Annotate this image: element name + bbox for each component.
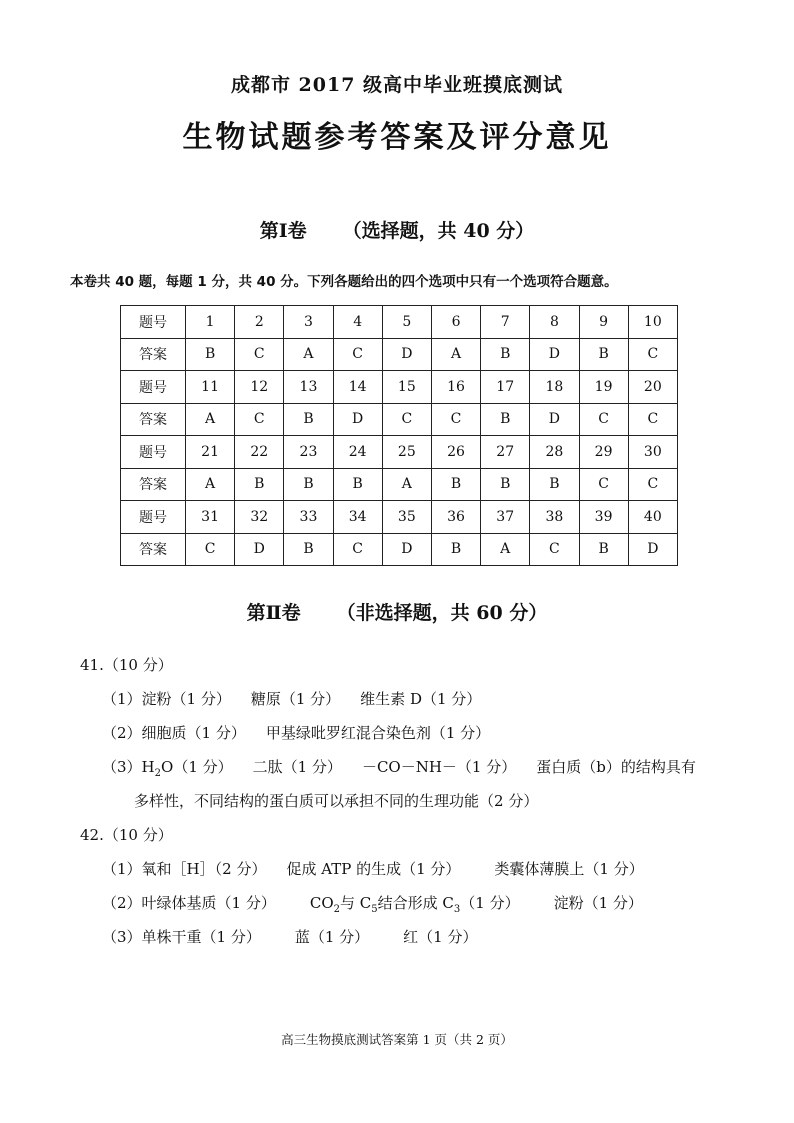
answer-cell: B xyxy=(186,338,235,371)
question-number-cell: 10 xyxy=(628,306,677,339)
answer-cell: C xyxy=(628,468,677,501)
answer-cell: B xyxy=(235,468,284,501)
q42-p3-a: 单株干重（1 分） xyxy=(141,928,261,946)
q42-p2-num: （2） xyxy=(102,894,142,912)
q41-p3-d: 蛋白质（b）的结构具有 xyxy=(536,758,696,776)
answer-cell: B xyxy=(579,533,628,566)
question-label-cell: 题号 xyxy=(121,306,186,339)
q41-p2-num: （2） xyxy=(102,724,142,742)
question-number-cell: 27 xyxy=(481,436,530,469)
question-number-cell: 35 xyxy=(382,501,431,534)
q42-p2-b4: （1 分） xyxy=(460,894,520,912)
answer-cell: C xyxy=(186,533,235,566)
answer-row xyxy=(121,468,678,501)
page-footer: 高三生物摸底测试答案第 1 页（共 2 页） xyxy=(281,1032,513,1047)
q42-p2-b3-sub: 3 xyxy=(453,904,461,915)
answer-cell: A xyxy=(431,338,480,371)
q42-part3 xyxy=(102,926,477,947)
answer-cell: C xyxy=(579,468,628,501)
q41-part3-continued: 多样性，不同结构的蛋白质可以承担不同的生理功能（2 分） xyxy=(134,792,539,810)
question-number-cell: 7 xyxy=(481,306,530,339)
answer-cell: D xyxy=(235,533,284,566)
q41-part3 xyxy=(102,756,696,779)
q42-p1-a: 氧和［H］（2 分） xyxy=(141,860,267,878)
answer-row xyxy=(121,338,678,371)
answer-cell: C xyxy=(333,338,382,371)
answer-cell: B xyxy=(431,468,480,501)
answer-row xyxy=(121,403,678,436)
q41-part1 xyxy=(102,688,481,709)
question-number-cell: 23 xyxy=(284,436,333,469)
answer-table xyxy=(120,305,678,566)
section1-heading xyxy=(0,216,794,243)
answer-cell: C xyxy=(235,403,284,436)
question-number-row xyxy=(121,436,678,469)
answer-key-title: 生物试题参考答案及评分意见 xyxy=(182,120,612,155)
question-number-cell: 6 xyxy=(431,306,480,339)
q42-p1-c: 类囊体薄膜上（1 分） xyxy=(494,860,644,878)
answer-cell: A xyxy=(382,468,431,501)
question-number-cell: 24 xyxy=(333,436,382,469)
answer-cell: A xyxy=(284,338,333,371)
q42-p3-num: （3） xyxy=(102,928,142,946)
answer-cell: D xyxy=(382,338,431,371)
answer-cell: C xyxy=(579,403,628,436)
question-number-cell: 9 xyxy=(579,306,628,339)
answer-cell: A xyxy=(186,403,235,436)
section1-desc: （选择题，共 40 分） xyxy=(342,220,535,242)
q42-part2 xyxy=(102,892,643,915)
answer-label-cell: 答案 xyxy=(121,468,186,501)
q42-p3-c: 红（1 分） xyxy=(403,928,478,946)
answer-cell: C xyxy=(628,338,677,371)
section2-name: 第Ⅱ卷 xyxy=(246,602,301,624)
answer-cell: C xyxy=(382,403,431,436)
q41-p3-a-sub: 2 xyxy=(154,768,162,779)
q41-p3-a-post: O（1 分） xyxy=(161,758,233,776)
q41-p1-c: 维生素 D（1 分） xyxy=(360,690,482,708)
answer-cell: A xyxy=(481,533,530,566)
question-number-cell: 38 xyxy=(530,501,579,534)
question-number-cell: 17 xyxy=(481,371,530,404)
question-number-cell: 22 xyxy=(235,436,284,469)
q42-p3-b: 蓝（1 分） xyxy=(294,928,370,946)
question-number-cell: 33 xyxy=(284,501,333,534)
question-number-cell: 15 xyxy=(382,371,431,404)
question-label-cell: 题号 xyxy=(121,371,186,404)
q41-p1-num: （1） xyxy=(102,690,142,708)
question-label-cell: 题号 xyxy=(121,501,186,534)
question-number-cell: 11 xyxy=(186,371,235,404)
q42-p2-b1: CO xyxy=(309,894,334,912)
q41-p3-num: （3） xyxy=(102,758,142,776)
answer-cell: A xyxy=(186,468,235,501)
question-number-cell: 18 xyxy=(530,371,579,404)
question-number-cell: 37 xyxy=(481,501,530,534)
q42-p2-c: 淀粉（1 分） xyxy=(553,894,643,912)
question-number-cell: 1 xyxy=(186,306,235,339)
question-number-cell: 26 xyxy=(431,436,480,469)
question-number-cell: 20 xyxy=(628,371,677,404)
answer-cell: B xyxy=(284,468,333,501)
answer-cell: D xyxy=(530,403,579,436)
answer-cell: B xyxy=(481,338,530,371)
q41-part2 xyxy=(102,722,490,743)
question-number-cell: 2 xyxy=(235,306,284,339)
question-number-cell: 28 xyxy=(530,436,579,469)
question-number-cell: 39 xyxy=(579,501,628,534)
question-number-cell: 5 xyxy=(382,306,431,339)
answer-cell: C xyxy=(530,533,579,566)
answer-cell: B xyxy=(284,403,333,436)
answer-cell: C xyxy=(431,403,480,436)
question-number-cell: 36 xyxy=(431,501,480,534)
question-number-cell: 4 xyxy=(333,306,382,339)
answer-cell: B xyxy=(481,468,530,501)
question-number-cell: 3 xyxy=(284,306,333,339)
answer-cell: C xyxy=(235,338,284,371)
question-number-cell: 40 xyxy=(628,501,677,534)
answer-row xyxy=(121,533,678,566)
q42-p1-b: 促成 ATP 的生成（1 分） xyxy=(286,860,461,878)
q42-heading: 42.（10 分） xyxy=(80,826,173,844)
question-number-cell: 13 xyxy=(284,371,333,404)
q41-p2-b: 甲基绿吡罗红混合染色剂（1 分） xyxy=(265,724,491,742)
q42-p2-b2: 与 C xyxy=(340,894,372,912)
q41-p3-a-pre: H xyxy=(141,758,155,776)
question-number-cell: 14 xyxy=(333,371,382,404)
question-number-cell: 29 xyxy=(579,436,628,469)
answer-cell: B xyxy=(579,338,628,371)
q42-p1-num: （1） xyxy=(102,860,142,878)
question-number-cell: 8 xyxy=(530,306,579,339)
answer-cell: B xyxy=(333,468,382,501)
question-number-cell: 25 xyxy=(382,436,431,469)
answer-cell: B xyxy=(481,403,530,436)
question-number-cell: 34 xyxy=(333,501,382,534)
answer-cell: B xyxy=(431,533,480,566)
q41-p1-a: 淀粉（1 分） xyxy=(141,690,231,708)
q42-part1 xyxy=(102,858,644,879)
question-number-row xyxy=(121,371,678,404)
section2-desc: （非选择题，共 60 分） xyxy=(336,602,548,624)
exam-title: 成都市 2017 级高中毕业班摸底测试 xyxy=(230,74,564,96)
answer-cell: C xyxy=(628,403,677,436)
answer-cell: D xyxy=(530,338,579,371)
q42-p2-b3: 结合形成 C xyxy=(377,894,454,912)
answer-cell: D xyxy=(628,533,677,566)
q41-p3-b: 二肽（1 分） xyxy=(252,758,342,776)
question-number-row xyxy=(121,501,678,534)
question-number-cell: 30 xyxy=(628,436,677,469)
section2-heading xyxy=(0,598,794,625)
answer-cell: C xyxy=(333,533,382,566)
section1-name: 第Ⅰ卷 xyxy=(259,220,307,242)
q41-heading: 41.（10 分） xyxy=(80,656,173,674)
answer-label-cell: 答案 xyxy=(121,533,186,566)
question-number-cell: 31 xyxy=(186,501,235,534)
q42-p2-b1-sub: 2 xyxy=(333,904,341,915)
answer-label-cell: 答案 xyxy=(121,403,186,436)
q41-p3-c: －CO－NH－（1 分） xyxy=(361,758,517,776)
answer-cell: D xyxy=(382,533,431,566)
answer-cell: D xyxy=(333,403,382,436)
question-number-cell: 32 xyxy=(235,501,284,534)
section1-instruction: 本卷共 40 题，每题 1 分，共 40 分。下列各题给出的四个选项中只有一个选项符合题意。 xyxy=(70,274,618,290)
q41-p2-a: 细胞质（1 分） xyxy=(141,724,246,742)
answer-cell: B xyxy=(530,468,579,501)
question-label-cell: 题号 xyxy=(121,436,186,469)
q41-p1-b: 糖原（1 分） xyxy=(250,690,341,708)
question-number-cell: 16 xyxy=(431,371,480,404)
q42-p2-b2-sub: 5 xyxy=(371,904,378,915)
question-number-cell: 12 xyxy=(235,371,284,404)
question-number-row xyxy=(121,306,678,339)
question-number-cell: 19 xyxy=(579,371,628,404)
answer-label-cell: 答案 xyxy=(121,338,186,371)
q42-p2-a: 叶绿体基质（1 分） xyxy=(141,894,276,912)
answer-cell: B xyxy=(284,533,333,566)
question-number-cell: 21 xyxy=(186,436,235,469)
